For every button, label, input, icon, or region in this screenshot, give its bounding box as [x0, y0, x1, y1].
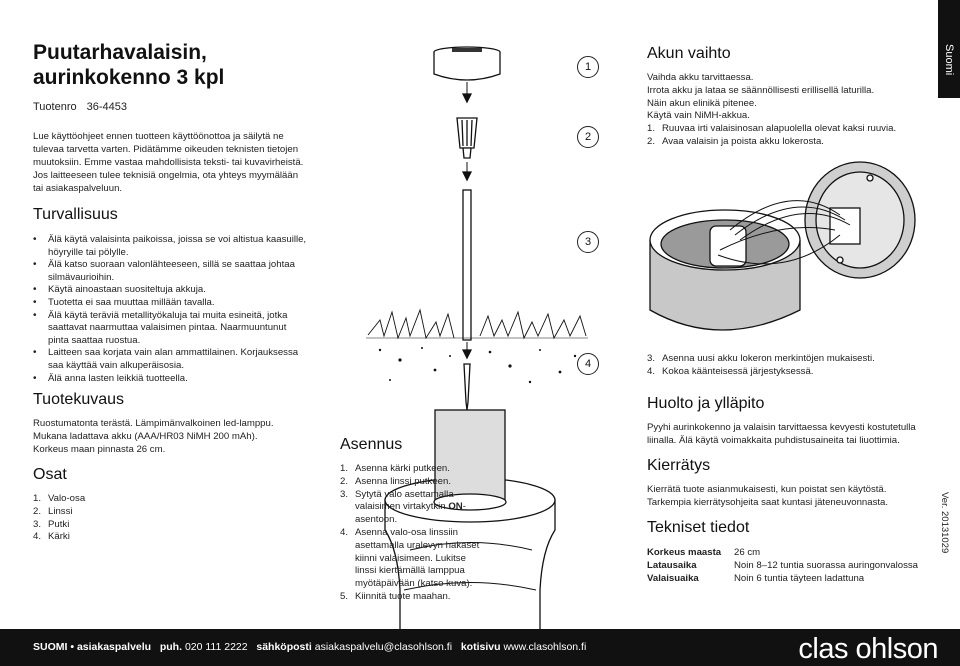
battery-step-text: Kokoa kääntеisessä järjestyksessä.: [662, 365, 814, 377]
footer-phone[interactable]: 020 111 2222: [184, 641, 248, 653]
intro-line: Lue käyttöohjeet ennen tuotteen käyttöönottoa ja säilytä ne: [33, 131, 284, 142]
parts-item: [33, 506, 233, 519]
assembly-item-text: -asentoon.: [355, 501, 466, 526]
battery-step-text: Ruuvaa irti valaisinosan alapuolella olevat kaksi ruuvia.: [662, 123, 897, 135]
footer-contact: SUOMI • asiakaspalvelu puh. 020 111 2222 sähköposti asiakaspalvelu@clasohlson.fi kotisivu www.clasohlson.fi: [33, 641, 587, 653]
safety-section: [33, 205, 333, 385]
assembly-item: [340, 463, 485, 476]
battery-line: Irrota akku ja lataa se säännöllisesti erillisellä laturilla.: [647, 84, 875, 96]
assembly-item-text: Kiinnitä tuote maahan.: [355, 590, 451, 602]
parts-item-number: 4.: [33, 531, 42, 543]
assembly-item: [340, 489, 485, 527]
intro-line: tulevaa tarvetta varten. Pidätämme oikeuden teknisten tietojen: [33, 144, 299, 155]
title-line-1: Puutarhavalaisin,: [33, 41, 207, 64]
assembly-item-number: 3.: [340, 488, 349, 500]
parts-item-text: Valo-osa: [48, 493, 86, 504]
recycling-line: Kierrätä tuote asianmukaisesti, kun poistat sen käytöstä.: [647, 484, 887, 495]
recycling-heading: Kierrätys: [647, 457, 711, 474]
battery-step-number: 4.: [647, 365, 656, 377]
battery-text: [647, 72, 927, 123]
footer-phone-label: puh.: [159, 641, 183, 653]
intro-line: tai asiakaspalveluun.: [33, 183, 123, 194]
assembly-item-text: Sytytä valo asettamalla valaisimen virtakytkin: [355, 488, 454, 513]
battery-step: [647, 123, 927, 136]
specs-value: Noin 8–12 tuntia suorassa auringonvalossa: [734, 560, 919, 571]
specs-key: Valaisuaika: [647, 573, 699, 584]
battery-line: Vaihda akku tarvittaessa.: [647, 72, 754, 83]
footer-country: SUOMI: [33, 641, 68, 653]
intro-line: muutoksiin. Emme vastaa mahdollisista teksti- tai kuvavirheistä.: [33, 157, 304, 168]
version-label: Ver. 20131029: [939, 492, 950, 554]
safety-item: • Älä katso suoraan valonlähteeseen, sillä se saattaa johtaa silmävaurioihin.: [33, 259, 298, 284]
parts-item-number: 3.: [33, 518, 42, 530]
assembly-item: [340, 527, 485, 591]
specs-row: [647, 546, 918, 559]
parts-item: [33, 519, 233, 532]
description-section: [33, 390, 333, 456]
battery-section: [647, 44, 927, 149]
assembly-item-number: 5.: [340, 590, 349, 602]
safety-heading: Turvallisuus: [33, 206, 118, 223]
safety-item: • Tuotetta ei saa muuttaa millään tavalla.: [33, 297, 323, 310]
battery-step: [647, 366, 927, 379]
battery-step-number: 1.: [647, 123, 656, 135]
recycling-text: [647, 484, 927, 510]
assembly-item-text: Asenna kärki putkeen.: [355, 463, 450, 474]
battery-step: [647, 353, 927, 366]
recycling-line: Tarkempia kierrätysohjeita saat kuntasi jäteneuvonnasta.: [647, 496, 889, 508]
assembly-item-strong: ON: [448, 501, 463, 513]
product-number: [33, 101, 323, 113]
battery-step-text: Asenna uusi akku lokeron merkintöjen mukaisesti.: [662, 353, 875, 364]
safety-list: [33, 234, 323, 385]
footer-email-label: sähköposti: [256, 641, 312, 653]
description-heading: Tuotekuvaus: [33, 391, 125, 408]
specs-key: Latausaika: [647, 560, 697, 571]
care-section: [647, 394, 937, 448]
battery-line: Näin akun elinikä pitenee.: [647, 97, 757, 109]
footer-web-label: kotisivu: [460, 641, 501, 653]
parts-item: [33, 493, 233, 506]
callout-2: 2: [577, 126, 599, 148]
title-line-2: aurinkokenno 3 kpl: [33, 66, 225, 89]
footer-service-label: asiakaspalvelu: [76, 641, 152, 653]
battery-illustration: [640, 160, 930, 350]
language-tab-label: Suomi: [943, 44, 955, 76]
callout-3: 3: [577, 231, 599, 253]
assembly-item-text: Asenna linssi putkeen.: [355, 475, 451, 487]
battery-step-text: Avaa valaisin ja poista akku lokerosta.: [662, 135, 824, 147]
assembly-item-number: 2.: [340, 475, 349, 487]
assembly-heading: Asennus: [340, 436, 403, 453]
parts-section: [33, 465, 233, 544]
intro-line: Jos laitteeseen tulee teknisiä ongelmia, ota yhteys myymälään: [33, 170, 299, 181]
footer-web[interactable]: www.clasohlson.fi: [503, 641, 587, 653]
safety-item: • Älä käytä valaisinta paikoissa, joissa se voi altistua kaasuille, höyryille tai pölylle.: [33, 234, 323, 259]
care-heading: Huolto ja ylläpito: [647, 395, 765, 412]
assembly-section: [340, 435, 485, 604]
parts-item: [33, 531, 233, 544]
callout-4: 4: [577, 353, 599, 375]
specs-value: 26 cm: [734, 547, 761, 558]
assembly-item-number: 4.: [340, 526, 349, 538]
battery-step-number: 3.: [647, 353, 656, 364]
brand-logo: clas ohlson: [798, 633, 938, 665]
language-tab: [938, 0, 960, 98]
parts-list: [33, 493, 233, 544]
specs-value: Noin 6 tuntia täyteen ladattuna: [734, 573, 865, 584]
parts-heading: Osat: [33, 466, 67, 483]
description-text: [33, 418, 333, 456]
assembly-item: [340, 476, 485, 489]
specs-row: [647, 572, 918, 585]
safety-item: • Käytä ainoastaan suositeltuja akkuja.: [33, 284, 323, 297]
product-number-value: 36-4453: [86, 101, 127, 113]
battery-step-number: 2.: [647, 135, 656, 147]
specs-section: [647, 518, 932, 585]
description-line: Ruostumatonta terästä. Lämpimänvalkoinen led-lamppu.: [33, 418, 274, 429]
battery-steps-2: [647, 353, 927, 379]
care-text: [647, 422, 937, 448]
safety-item: • Laitteen saa korjata vain alan ammattilainen. Korjauksessa saa käyttää vain alkuperäisosia.: [33, 347, 313, 372]
specs-key: Korkeus maasta: [647, 547, 722, 558]
parts-item-text: Kärki: [48, 531, 70, 543]
recycling-section: [647, 456, 927, 510]
footer: [0, 629, 960, 666]
battery-step: [647, 136, 927, 149]
intro-text: [33, 130, 323, 195]
parts-item-number: 2.: [33, 505, 42, 517]
description-line: Korkeus maan pinnasta 26 cm.: [33, 443, 166, 455]
battery-heading: Akun vaihto: [647, 45, 731, 62]
battery-steps: [647, 123, 927, 149]
parts-item-number: 1.: [33, 493, 42, 504]
safety-item: • Älä anna lasten leikkiä tuotteella.: [33, 373, 323, 386]
assembly-item-number: 1.: [340, 463, 349, 474]
product-number-label: Tuotenro: [33, 101, 77, 113]
assembly-item: [340, 591, 485, 604]
assembly-item-text: Asenna valo-osa linssiin asettamalla uralevyn hakaset kiinni valaisimeen. Lukitse linssi kiertämällä lamppua myötäpäivään (katso kuva).: [355, 526, 480, 590]
assembly-list: [340, 463, 485, 604]
safety-item: • Älä käytä teräviä metallityökaluja tai muita esineitä, jotka saattavat naarmuttaa valaisimen pintaa. Naarmuuntunut pinta saattaa ruostua.: [33, 310, 308, 348]
callout-1: 1: [577, 56, 599, 78]
page-title: [33, 40, 323, 90]
specs-heading: Tekniset tiedot: [647, 519, 750, 536]
care-line: Pyyhi aurinkokenno ja valaisin tarvittaessa kevyesti kostutetulla: [647, 422, 916, 433]
parts-item-text: Putki: [48, 518, 70, 530]
left-column: [33, 40, 323, 195]
footer-email[interactable]: asiakaspalvelu@clasohlson.fi: [314, 641, 453, 653]
battery-steps-list-2: [647, 353, 927, 379]
parts-item-text: Linssi: [48, 505, 73, 517]
battery-line: Käytä vain NiMH-akkua.: [647, 110, 750, 122]
care-line: liinalla. Älä käytä voimakkaita puhdistusaineita tai liuottimia.: [647, 434, 900, 446]
description-line: Mukana ladattava akku (AAA/HR03 NiMH 200 mAh).: [33, 430, 258, 442]
specs-row: [647, 559, 918, 572]
specs-table: [647, 546, 918, 585]
